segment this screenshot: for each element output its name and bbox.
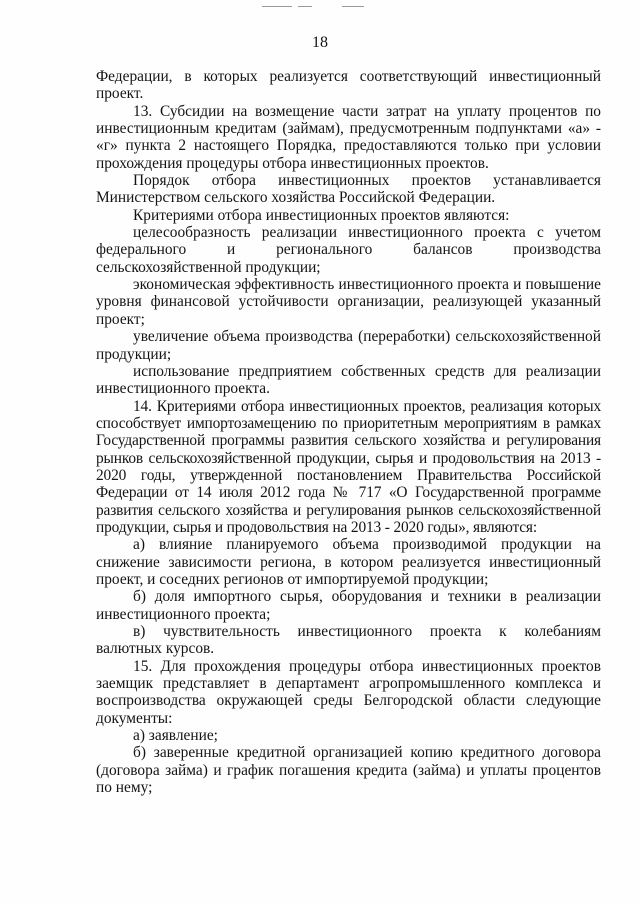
paragraph-item-15: 15. Для прохождения процедуры отбора инвестиционных проектов заемщик представляет в департамент агропромышленного комплекса и воспроизводства окружающей среды Белгородской области следующие документы: — [96, 657, 601, 727]
document-body — [96, 68, 601, 796]
paragraph-document-loan-agreement: б) заверенные кредитной организацией копию кредитного договора (договора займа) и график погашения кредита (займа) и уплаты процентов по нему; — [96, 744, 601, 797]
paragraph-criteria-intro: Критериями отбора инвестиционных проектов являются: — [133, 206, 510, 224]
paragraph-subitem-c-currency-sensitivity: в) чувствительность инвестиционного проекта к колебаниям валютных курсов. — [96, 623, 601, 658]
paragraph-subitem-a-impact: а) влияние планируемого объема производимой продукции на снижение зависимости региона, в котором реализуется инвестиционный проект, и соседних регионов от импортируемой продукции; — [96, 536, 601, 588]
paragraph-criterion-expediency: целесообразность реализации инвестиционного проекта с учетом федерального и регионального балансов производства сельскохозяйственной продукции; — [96, 224, 601, 276]
paragraph-selection-procedure: Порядок отбора инвестиционных проектов устанавливается Министерством сельского хозяйства Российской Федерации. — [96, 172, 601, 207]
paragraph-criterion-volume-increase: увеличение объема производства (переработки) сельскохозяйственной продукции; — [96, 328, 601, 363]
scan-artifact-marks — [258, 6, 378, 14]
paragraph-document-application: а) заявление; — [133, 727, 218, 745]
paragraph-criterion-own-funds: использование предприятием собственных средств для реализации инвестиционного проекта. — [96, 362, 601, 398]
page-number: 18 — [312, 34, 328, 51]
paragraph-item-14: 14. Критериями отбора инвестиционных проектов, реализация которых способствует импортозамещению по приоритетным мероприятиям в рамках Государственной программы развития сельского хозяйства и регулирования рынков сельскохозяйственной продукции, сырья и продовольствия на 2013 - 2020 годы, утвержденной постановлением Правительства Российской Федерации от 14 июля 2012 года № 717 «О Государственной программе развития сельского хозяйства и регулирования рынков сельскохозяйственной продукции, сырья и продовольствия на 2013 - 2020 годы», являются: — [96, 397, 601, 536]
paragraph-federation-continuation: Федерации, в которых реализуется соответствующий инвестиционный проект. — [96, 68, 601, 103]
paragraph-criterion-efficiency: экономическая эффективность инвестиционного проекта и повышение уровня финансовой устойчивости организации, реализующей указанный проект; — [96, 276, 601, 328]
paragraph-subitem-b-import-share: б) доля импортного сырья, оборудования и техники в реализации инвестиционного проекта; — [96, 588, 601, 623]
paragraph-item-13: 13. Субсидии на возмещение части затрат на уплату процентов по инвестиционным кредитам (займам), предусмотренным подпунктами «а» - «г» пункта 2 настоящего Порядка, предоставляются только при условии прохождения процедуры отбора инвестиционных проектов. — [96, 102, 601, 172]
